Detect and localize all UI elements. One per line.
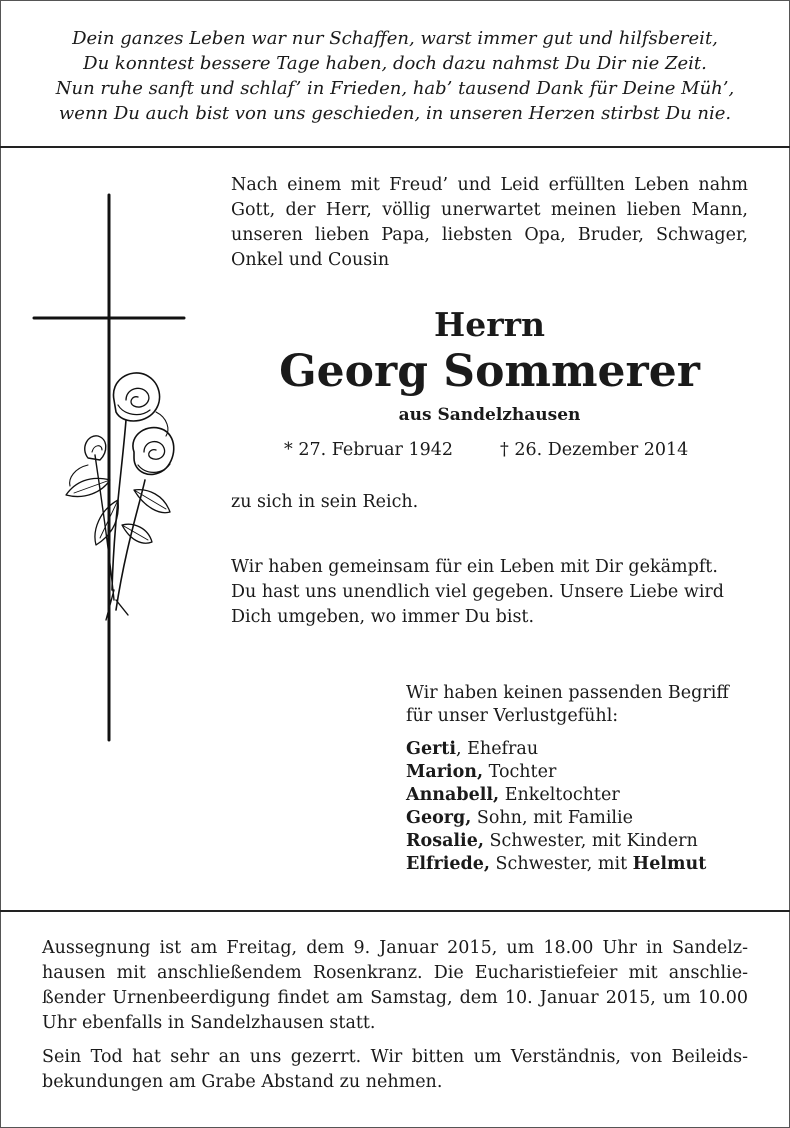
mourner-item [406,738,756,761]
mourner-name: Marion, [406,762,484,782]
poem-line: Dein ganzes Leben war nur Schaffen, warst immer gut und hilfsbereit, [72,28,718,49]
mourner-list [406,738,756,876]
reich-text: zu sich in sein Reich. [231,492,419,512]
notice-line: Sein Tod hat sehr an uns gezerrt. Wir bitten um Verständnis, von Beileids- [42,1047,748,1067]
honorific: Herrn [434,305,545,344]
death-date: † 26. Dezember 2014 [500,440,689,460]
mourner-item [406,761,756,784]
notice-line: Uhr ebenfalls in Sandelzhausen statt. [42,1013,376,1033]
mourner-item [406,807,756,830]
birth-date: * 27. Februar 1942 [284,440,453,460]
notice-line: hausen mit anschließendem Rosenkranz. Die Eucharistiefeier mit anschlie- [42,963,748,983]
mourner-relation: Schwester, mit [489,854,633,874]
mourner-relation: Sohn, mit Familie [471,808,633,828]
together-text [231,555,748,630]
mourner-item [406,853,756,876]
bottom-divider [0,910,790,912]
together-line: Dich umgeben, wo immer Du bist. [231,607,535,627]
intro-line: Onkel und Cousin [231,250,390,270]
intro-text [231,173,748,273]
poem-line: Nun ruhe sanft und schlaf’ in Frieden, hab’ tausend Dank für Deine Müh’, [55,78,735,99]
poem-line: Du konntest bessere Tage haben, doch dazu nahmst Du Dir nie Zeit. [83,53,707,74]
deceased-name: Georg Sommerer [279,346,700,397]
cross-with-roses-icon [30,190,190,745]
memorial-poem [0,26,790,126]
mourner-name: Elfriede, [406,854,490,874]
mourning-lead-line: für unser Verlustgefühl: [406,706,619,726]
mourner-item [406,784,756,807]
mourner-name: Gerti [406,739,457,759]
top-divider [0,146,790,148]
mourner-name: Annabell, [406,785,500,805]
poem-line: wenn Du auch bist von uns geschieden, in unseren Herzen stirbst Du nie. [58,103,732,124]
intro-line: Nach einem mit Freud’ und Leid erfüllten Leben nahm [231,175,748,195]
together-line: Du hast uns unendlich viel gegeben. Unsere Liebe wird [231,582,724,602]
notice-line: Aussegnung ist am Freitag, dem 9. Januar 2015, um 18.00 Uhr in Sandelz- [42,938,748,958]
mourner-relation: Tochter [483,762,557,782]
mourners-block [406,682,756,876]
intro-line: Gott, der Herr, völlig unerwartet meinen lieben Mann, [231,200,748,220]
funeral-notice [42,936,748,1095]
notice-line: bekundungen am Grabe Abstand zu nehmen. [42,1072,443,1092]
mourning-lead [406,682,756,728]
mourner-name: Georg, [406,808,472,828]
mourner-relation: , Ehefrau [456,739,539,759]
mourner-relation: Schwester, mit Kindern [483,831,698,851]
mourner-relation: Enkeltochter [499,785,620,805]
notice-line: ßender Urnenbeerdigung findet am Samstag, dem 10. Januar 2015, um 10.00 [42,988,748,1008]
mourner-item [406,830,756,853]
condolence-notice [42,1045,748,1095]
together-line: Wir haben gemeinsam für ein Leben mit Dir gekämpft. [231,557,718,577]
mourner-extra-name: Helmut [632,854,707,874]
mourner-name: Rosalie, [406,831,484,851]
intro-line: unseren lieben Papa, liebsten Opa, Bruder, Schwager, [231,225,748,245]
mourning-lead-line: Wir haben keinen passenden Begriff [406,683,729,703]
origin: aus Sandelzhausen [398,405,581,425]
